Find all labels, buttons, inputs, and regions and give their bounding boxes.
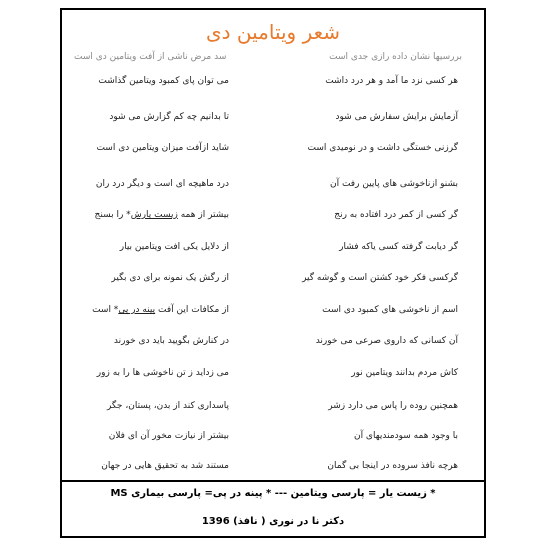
verse-right-3: گرزنی خستگی داشت و در نومیدی است (307, 143, 458, 153)
verse-left-11: پاسداری کند از بدن، پستان، جگر (106, 401, 229, 411)
verse-left-8-pre: از مکافات این آفت (155, 305, 229, 315)
verse-right-12: با وجود همه سودمندیهای آن (353, 431, 458, 441)
verse-left-7: از رگش یک نمونه برای دی بگیر (111, 273, 229, 283)
verse-right-5: گر کسی از کمر درد افتاده به رنج (334, 210, 458, 220)
poem-title: شعر ویتامین دی (205, 20, 341, 44)
verse-left-9: در کنارش بگویید باید دی خورند (113, 336, 229, 346)
subtitle-right: بررسیها نشان داده رازی جدی است (329, 52, 462, 62)
verse-left-12: بیشتر از نیازت مخور آن ای فلان (108, 431, 229, 441)
document-frame (60, 8, 486, 538)
verse-left-2: تا بدانیم چه کم گزارش می شود (109, 112, 229, 122)
subtitle-left: سد مرض ناشی از آفت ویتامین دی است (74, 52, 227, 62)
footer-author: دکتر نا در نوری ( نافذ) 1396 (201, 516, 345, 527)
poem-box (62, 10, 484, 482)
verse-right-10: کاش مردم بدانند ویتامین نور (351, 368, 458, 378)
verse-left-4: درد ماهیچه ای است و دیگر درد ران (95, 179, 229, 189)
verse-left-5 (95, 210, 229, 220)
verse-right-8: اسم از ناخوشی های کمبود دی است (322, 305, 458, 315)
footer-glossary: * زیست یار = پارسی ویتامین --- * پینه در پی= پارسی بیماری MS (110, 488, 436, 499)
verse-right-6: گر دیابت گرفته کسی یاکه فشار (339, 242, 458, 252)
term-pineh-dar-pey: پینه در پی (118, 305, 156, 315)
verse-right-11: همچنین روده را پاس می دارد زشر (328, 401, 458, 411)
verse-left-1: می توان پای کمبود ویتامین گذاشت (98, 76, 229, 86)
verse-right-9: آن کسانی که داروی صرعی می خورند (315, 336, 458, 346)
verse-left-8-post: * است (92, 305, 119, 315)
verse-left-8 (92, 305, 229, 315)
verse-left-3: شاید ازآفت میزان ویتامین دی است (96, 143, 229, 153)
verse-left-6: از دلایل یکی افت ویتامین بیار (119, 242, 229, 252)
verse-left-13: مستند شد به تحقیق هایی در جهان (101, 461, 229, 471)
verse-right-1: هر کسی نزد ما آمد و هر درد داشت (325, 76, 458, 86)
verse-right-4: بشنو ازناخوشی های پایین رفت آن (330, 179, 458, 189)
verse-left-10: می زداید ز تن ناخوشی ها را به زور (96, 368, 229, 378)
verse-left-5-pre: بیشتر از همه (177, 210, 229, 220)
verse-right-7: گرکسی فکر خود کشتن است و گوشه گیر (302, 273, 458, 283)
verse-right-2: آزمایش برایش سفارش می شود (335, 112, 458, 122)
term-zist-yar: زیست یارش (130, 210, 178, 220)
verse-left-5-post: * را بسنج (94, 210, 131, 220)
verse-right-13: هرچه نافذ سروده در اینجا بی گمان (327, 461, 458, 471)
